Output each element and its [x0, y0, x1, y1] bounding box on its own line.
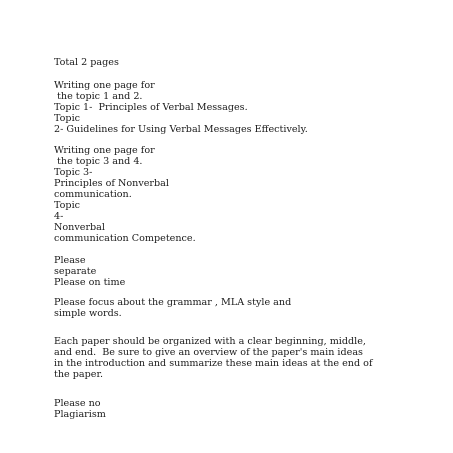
text-line: the topic 3 and 4. — [54, 156, 143, 167]
text-line: in the introduction and summarize these main ideas at the end of — [54, 358, 373, 369]
text-line: Each paper should be organized with a clear beginning, middle, — [54, 336, 366, 347]
text-line: communication Competence. — [54, 233, 196, 244]
text-line-total-pages: Total 2 pages — [54, 57, 119, 68]
text-line: Please focus about the grammar , MLA style and — [54, 297, 292, 308]
text-line: Topic 1- Principles of Verbal Messages. — [54, 102, 248, 113]
text-line: the topic 1 and 2. — [54, 91, 143, 102]
text-line: 2- Guidelines for Using Verbal Messages Effectively. — [54, 124, 308, 135]
text-line: Topic 3- — [54, 167, 93, 178]
text-line: Writing one page for — [54, 145, 155, 156]
text-line: Principles of Nonverbal — [54, 178, 169, 189]
text-line: Plagiarism — [54, 409, 106, 420]
text-line: Writing one page for — [54, 80, 155, 91]
text-line: simple words. — [54, 308, 122, 319]
text-line: Please — [54, 255, 86, 266]
text-line: separate — [54, 266, 97, 277]
text-line: Nonverbal — [54, 222, 105, 233]
text-line: and end. Be sure to give an overview of the paper's main ideas — [54, 347, 363, 358]
text-line: Topic — [54, 113, 81, 124]
text-line: the paper. — [54, 369, 104, 380]
text-line: communication. — [54, 189, 132, 200]
text-line: 4- — [54, 211, 64, 222]
text-line: Topic — [54, 200, 81, 211]
text-line: Please no — [54, 398, 101, 409]
text-line: Please on time — [54, 277, 126, 288]
